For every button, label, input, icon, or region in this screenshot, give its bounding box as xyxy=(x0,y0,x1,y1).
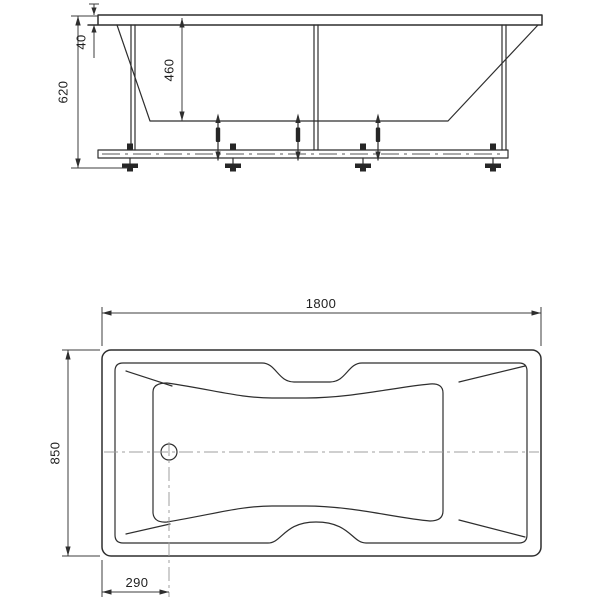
side-view xyxy=(56,4,543,172)
dim-inner-depth xyxy=(162,18,185,121)
dim-drain-offset xyxy=(102,560,169,597)
dim-label-1800: 1800 xyxy=(305,296,337,311)
adjustable-leg xyxy=(215,114,220,162)
dim-label-290: 290 xyxy=(125,575,149,590)
dim-label-40: 40 xyxy=(73,34,89,50)
dim-label-620: 620 xyxy=(55,80,71,104)
tub-basin-contour xyxy=(153,383,443,522)
dim-overall-width xyxy=(48,350,101,556)
tub-inner-profile xyxy=(117,25,538,121)
dim-label-460: 460 xyxy=(161,58,177,82)
dim-rim-thickness xyxy=(74,4,100,58)
tub-rim-profile xyxy=(88,15,542,25)
dim-overall-length xyxy=(102,296,541,346)
adjustable-leg xyxy=(295,114,300,162)
frame-posts xyxy=(131,25,506,150)
plan-view xyxy=(48,296,542,597)
dim-total-height xyxy=(56,16,129,168)
base-rail xyxy=(98,150,508,158)
dim-label-850: 850 xyxy=(47,441,63,465)
adjustable-leg xyxy=(375,114,380,162)
